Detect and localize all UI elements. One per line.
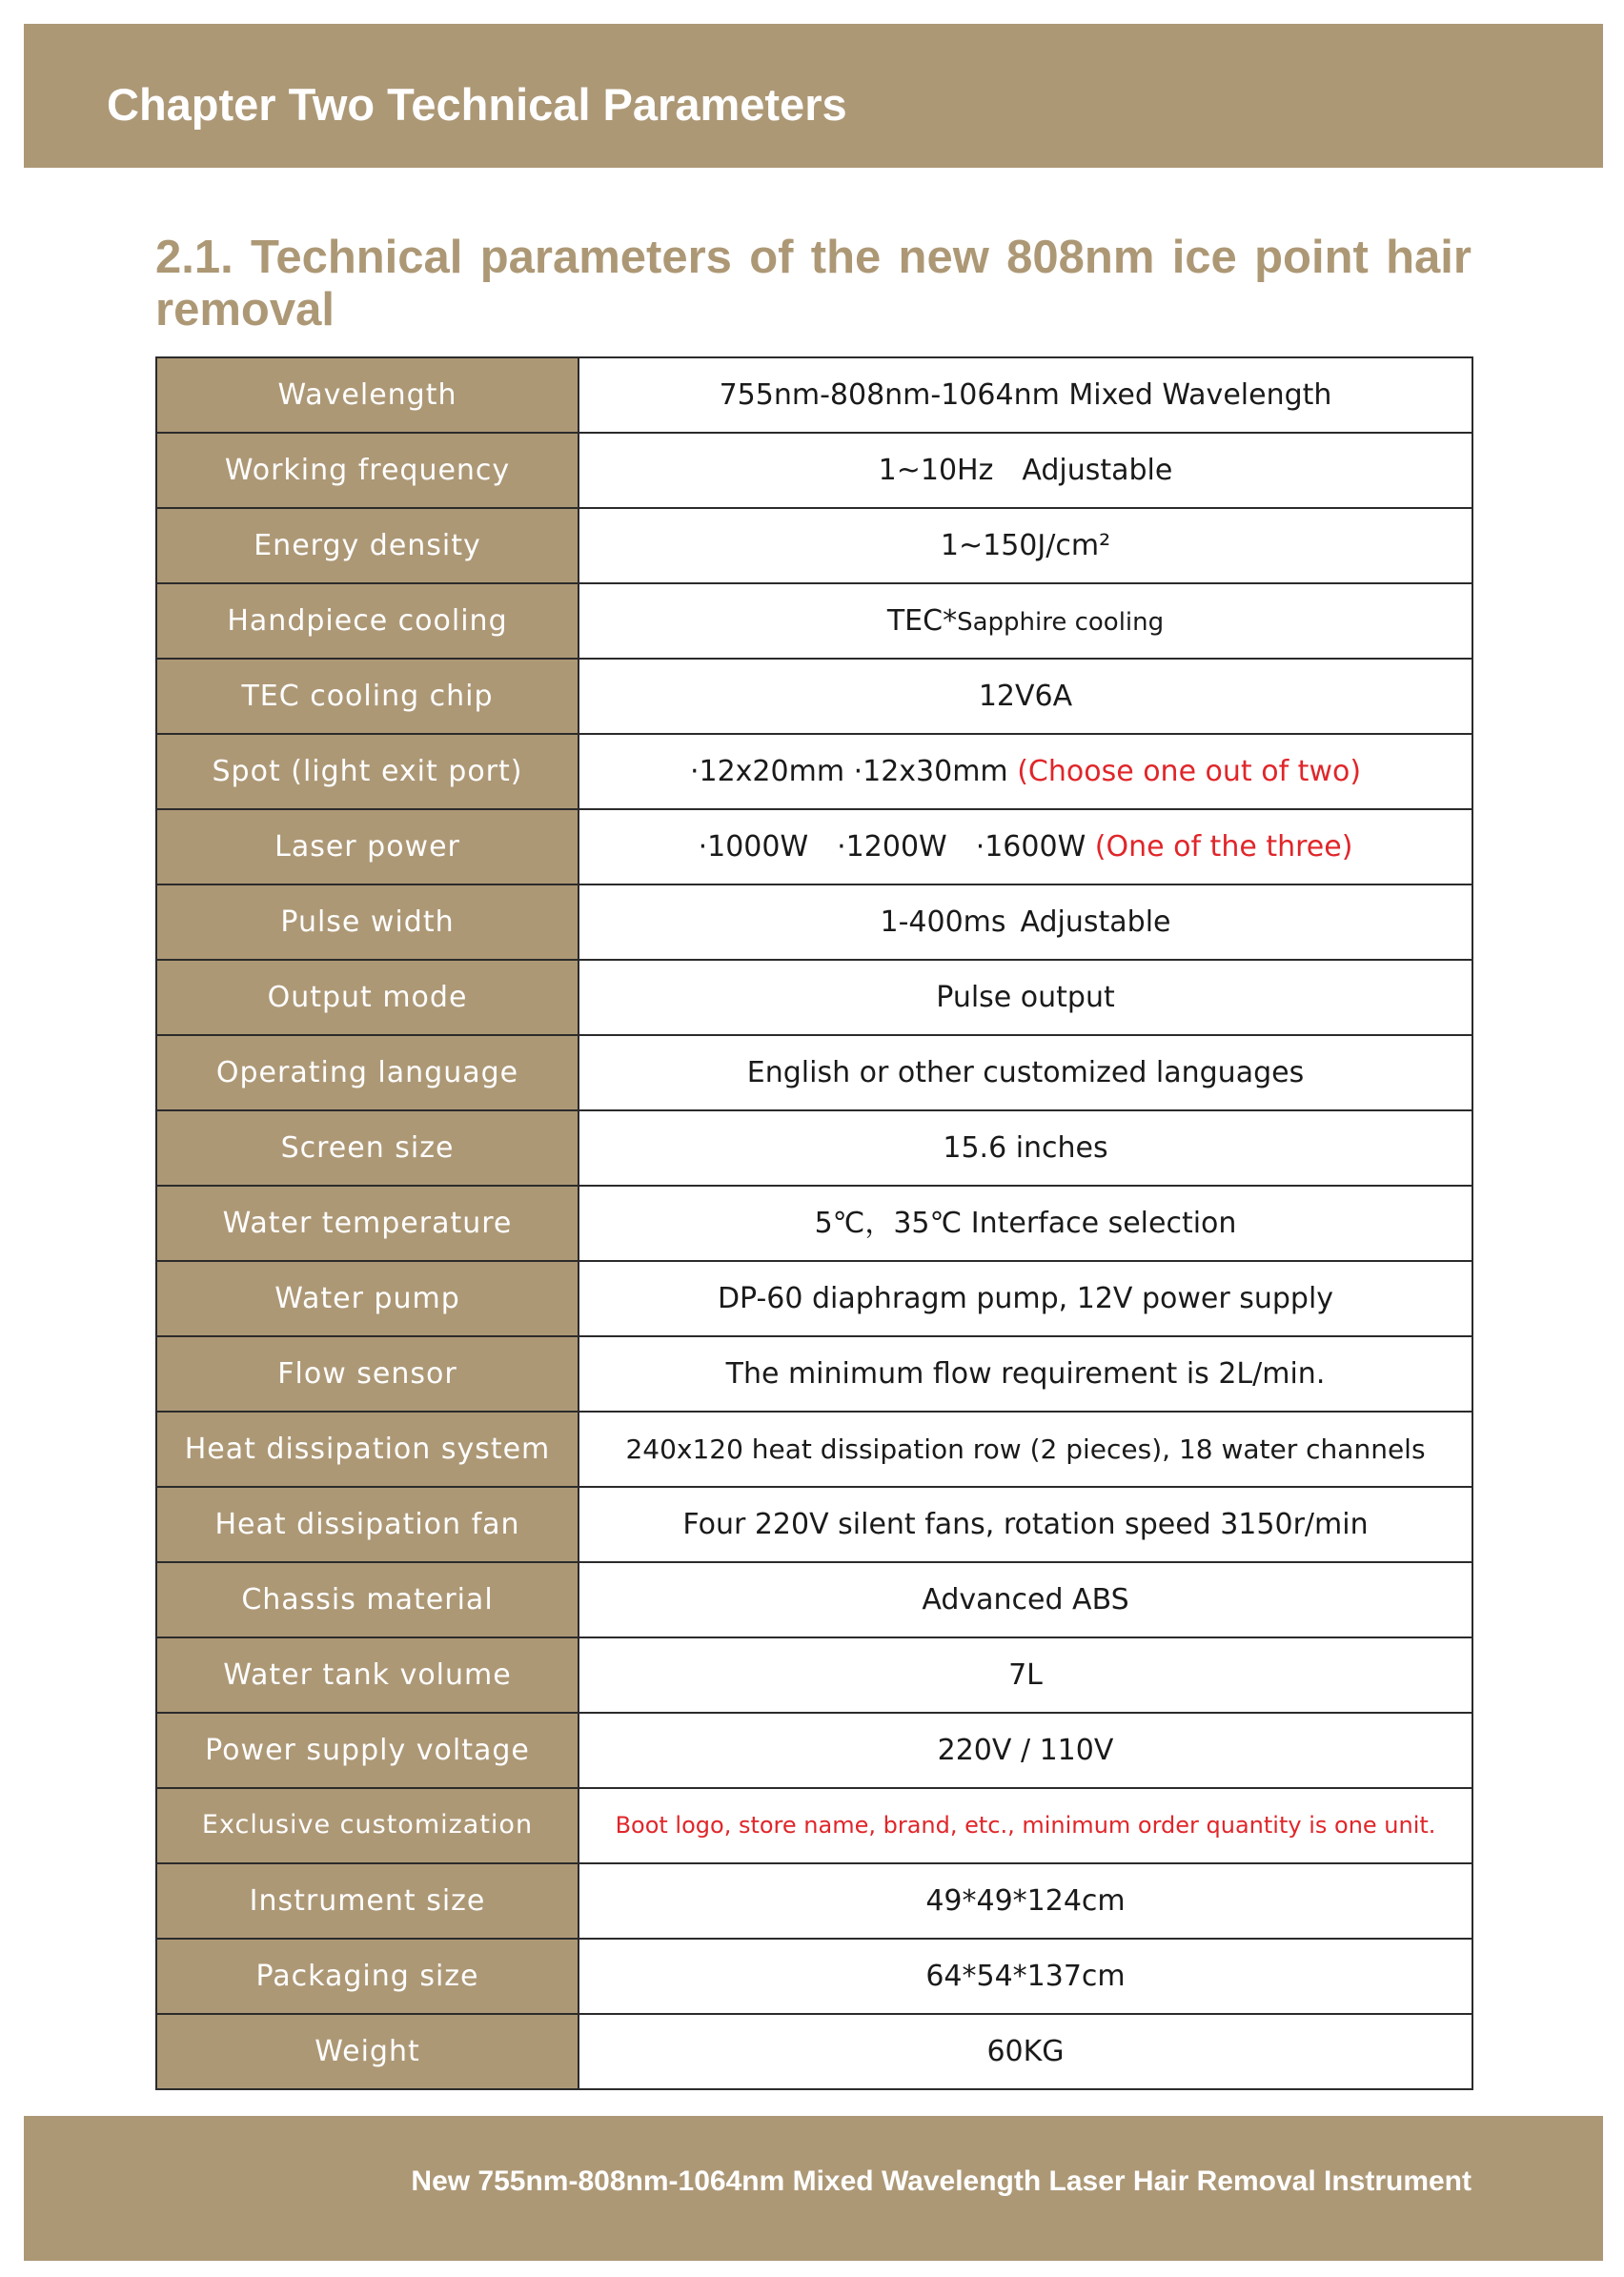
technical-parameters-table (155, 356, 1473, 2090)
parameter-value: 755nm-808nm-1064nm Mixed Wavelength (579, 357, 1472, 433)
table-row (156, 583, 1472, 659)
parameter-label: Power supply voltage (156, 1713, 579, 1788)
parameter-value: 5℃，35℃ Interface selection (579, 1186, 1472, 1261)
parameter-value: 220V / 110V (579, 1713, 1472, 1788)
table-row (156, 508, 1472, 583)
table-row (156, 1788, 1472, 1863)
table-row (156, 884, 1472, 960)
parameter-label: Water pump (156, 1261, 579, 1336)
table-row (156, 1562, 1472, 1637)
table-row (156, 1035, 1472, 1110)
value-note-red: (One of the three) (1094, 829, 1353, 864)
value-note-red: Boot logo, store name, brand, etc., minimum order quantity is one unit. (615, 1812, 1436, 1840)
value-main: TEC* (886, 603, 958, 638)
table-row (156, 2014, 1472, 2089)
parameter-value: The minimum flow requirement is 2L/min. (579, 1336, 1472, 1412)
chapter-title: Chapter Two Technical Parameters (107, 79, 847, 130)
table-row (156, 960, 1472, 1035)
parameter-label: Weight (156, 2014, 579, 2089)
parameter-value: 60KG (579, 2014, 1472, 2089)
parameter-label: Chassis material (156, 1562, 579, 1637)
parameter-value: 1-400ms Adjustable (579, 884, 1472, 960)
parameter-label: Operating language (156, 1035, 579, 1110)
parameter-value (579, 734, 1472, 809)
table-row (156, 1863, 1472, 1939)
parameter-label: Water tank volume (156, 1637, 579, 1713)
table-row (156, 1713, 1472, 1788)
table-row (156, 1336, 1472, 1412)
parameter-label: Heat dissipation system (156, 1412, 579, 1487)
table-row (156, 659, 1472, 734)
table-row (156, 1261, 1472, 1336)
parameter-label: Water temperature (156, 1186, 579, 1261)
footer-product-name: New 755nm-808nm-1064nm Mixed Wavelength Laser Hair Removal Instrument (411, 2165, 1472, 2197)
parameter-label: Handpiece cooling (156, 583, 579, 659)
parameter-value: 15.6 inches (579, 1110, 1472, 1186)
parameter-value: DP-60 diaphragm pump, 12V power supply (579, 1261, 1472, 1336)
parameter-value: 12V6A (579, 659, 1472, 734)
parameter-label: Output mode (156, 960, 579, 1035)
parameter-value (579, 809, 1472, 884)
value-main: ·12x20mm ·12x30mm (689, 754, 1018, 788)
parameter-label: Spot (light exit port) (156, 734, 579, 809)
parameter-label: Laser power (156, 809, 579, 884)
parameter-value: Four 220V silent fans, rotation speed 3150r/min (579, 1487, 1472, 1562)
parameter-label: Packaging size (156, 1939, 579, 2014)
parameter-label: TEC cooling chip (156, 659, 579, 734)
parameter-label: Energy density (156, 508, 579, 583)
parameter-value: English or other customized languages (579, 1035, 1472, 1110)
parameter-value (579, 1788, 1472, 1863)
parameter-value: Advanced ABS (579, 1562, 1472, 1637)
parameter-label: Working frequency (156, 433, 579, 508)
parameter-value: 49*49*124cm (579, 1863, 1472, 1939)
table-row (156, 1637, 1472, 1713)
table-row (156, 1186, 1472, 1261)
parameter-label: Exclusive customization (156, 1788, 579, 1863)
parameter-value: 240x120 heat dissipation row (2 pieces), 18 water channels (579, 1412, 1472, 1487)
parameter-value (579, 583, 1472, 659)
parameter-value: 1~150J/cm² (579, 508, 1472, 583)
table-row (156, 1487, 1472, 1562)
parameter-value: 7L (579, 1637, 1472, 1713)
parameter-value: 1~10Hz Adjustable (579, 433, 1472, 508)
parameter-label: Heat dissipation fan (156, 1487, 579, 1562)
parameter-label: Wavelength (156, 357, 579, 433)
table-row (156, 1412, 1472, 1487)
table-row (156, 1110, 1472, 1186)
parameter-value: Pulse output (579, 960, 1472, 1035)
section-title: 2.1. Technical parameters of the new 808nm ice point hair removal (155, 232, 1472, 335)
parameter-value: 64*54*137cm (579, 1939, 1472, 2014)
value-main: ·1000W ·1200W ·1600W (698, 829, 1095, 864)
value-small: Sapphire cooling (957, 607, 1165, 637)
table-row (156, 1939, 1472, 2014)
table-row (156, 357, 1472, 433)
table-row (156, 433, 1472, 508)
parameter-label: Instrument size (156, 1863, 579, 1939)
parameter-label: Pulse width (156, 884, 579, 960)
parameter-label: Flow sensor (156, 1336, 579, 1412)
value-note-red: (Choose one out of two) (1017, 754, 1362, 788)
table-row (156, 734, 1472, 809)
parameter-label: Screen size (156, 1110, 579, 1186)
table-row (156, 809, 1472, 884)
